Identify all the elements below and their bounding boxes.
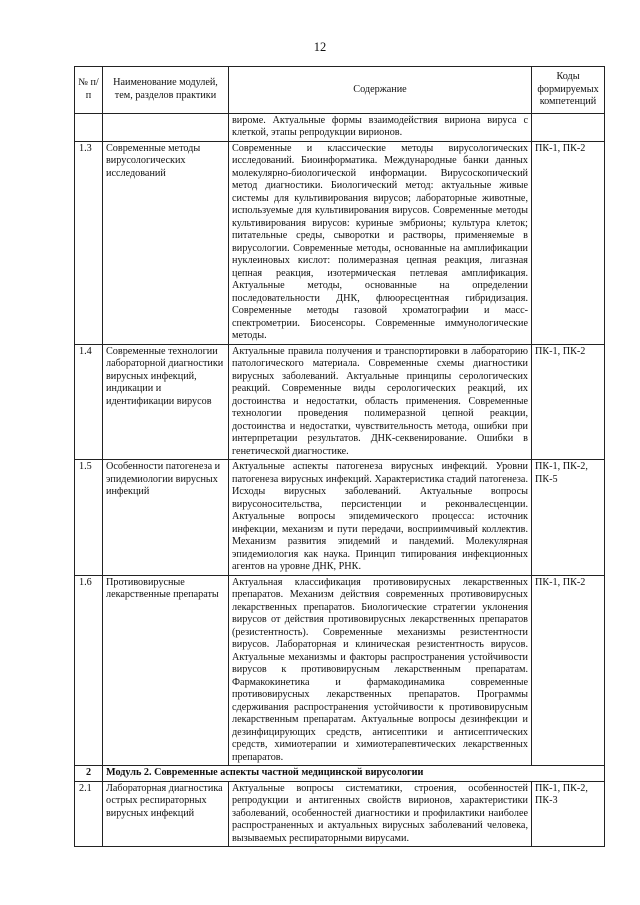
table-row <box>75 113 605 141</box>
table-row <box>75 460 605 576</box>
row-num: 1.3 <box>75 141 103 344</box>
row-num: 1.4 <box>75 344 103 460</box>
row-name: Современные методы вирусологических исследований <box>103 141 229 344</box>
row-num: 2.1 <box>75 781 103 847</box>
table-header-row <box>75 67 605 114</box>
row-name <box>103 113 229 141</box>
row-codes: ПК-1, ПК-2 <box>532 344 605 460</box>
row-name: Противовирусные лекарственные препараты <box>103 575 229 766</box>
row-content: Актуальные правила получения и транспортировки в лабораторию патологического материала. Современные схемы диагностики вирусных заболеваний. Актуальные принципы серологических реакций. Современные виды серологических реакций, их достоинства и недостатки, область применения. Современные технологии проведения полимеразной цепной реакции, достоинства и недостатки, чувствительность метода, ошибки при интерпретации результатов. ДНК-секвенирование. Ошибки в генетической диагностике. <box>229 344 532 460</box>
header-content: Содержание <box>229 67 532 114</box>
table-row <box>75 575 605 766</box>
row-num: 1.5 <box>75 460 103 576</box>
row-num: 1.6 <box>75 575 103 766</box>
row-content: Современные и классические методы вирусологических исследований. Биоинформатика. Международные банки данных молекулярно-биологической информации. Вирусоскопический метод диагностики. Биологический метод: актуальные живые системы для культивирования вирусов; лабораторные животные, используемые для культивирования вирусов. Современные методы культивирования вирусов: куриные эмбрионы; культура клеток; питательные среды, сыворотки и растворы, применяемые в вирусологии. Современные методы, основанные на амплификации нуклеиновых кислот: полимеразная цепная реакция, лигазная цепная реакция, изотермическая петлевая амплификация. Актуальные методы, основанные на определении последовательности ДНК, флюоресцентная гибридизация. Современные методы газовой хроматографии и масс-спектрометрии. Биосенсоры. Современные иммунологические методы. <box>229 141 532 344</box>
header-name: Наименование модулей, тем, разделов практики <box>103 67 229 114</box>
row-codes: ПК-1, ПК-2, ПК-5 <box>532 460 605 576</box>
table-row <box>75 344 605 460</box>
table-row <box>75 141 605 344</box>
row-content: Актуальная классификация противовирусных лекарственных препаратов. Механизм действия современных противовирусных лекарственных препаратов. Биологические стратегии уклонения вирусов от действия противовирусных лекарственных препаратов (резистентность). Современные механизмы резистентности вирусов. Лабораторная и клиническая резистентность вирусов. Актуальные механизмы и факторы распространения устойчивости вирусов к противовирусным лекарственным препаратам. Фармакокинетика и фармакодинамика современные противовирусных лекарственных препаратов. Программы сдерживания распространения устойчивости к противовирусным лекарственным препаратам. Актуальные вопросы дезинфекции и дезинфицирующих средств, антисептики и антисептических средств, химиотерапии и химиотерапевтических лекарственных препаратов. <box>229 575 532 766</box>
header-num: № п/п <box>75 67 103 114</box>
header-codes: Коды формируемых компетенций <box>532 67 605 114</box>
row-content: вироме. Актуальные формы взаимодействия вириона вируса с клеткой, этапы репродукции вирионов. <box>229 113 532 141</box>
row-name: Современные технологии лабораторной диагностики вирусных инфекций, индикации и идентификации вирусов <box>103 344 229 460</box>
table-row <box>75 781 605 847</box>
row-name: Лабораторная диагностика острых респираторных вирусных инфекций <box>103 781 229 847</box>
row-content: Актуальные аспекты патогенеза вирусных инфекций. Уровни патогенеза вирусных инфекций. Характеристика стадий патогенеза. Исходы вирусных заболеваний. Актуальные вопросы вирусоносительства, персистенции и реконвалесценции. Актуальные вопросы эпидемического процесса: источник инфекции, механизм и пути передачи, восприимчивый коллектив. Механизм развития эпидемий и пандемий. Молекулярная эпидемиология как наука. Принцип типирования инфекционных агентов на уровне ДНК, РНК. <box>229 460 532 576</box>
row-num <box>75 113 103 141</box>
curriculum-table <box>74 66 605 847</box>
row-codes: ПК-1, ПК-2 <box>532 575 605 766</box>
module-row <box>75 766 605 782</box>
module-title: Модуль 2. Современные аспекты частной медицинской вирусологии <box>103 766 605 782</box>
row-codes <box>532 113 605 141</box>
row-codes: ПК-1, ПК-2, ПК-3 <box>532 781 605 847</box>
row-name: Особенности патогенеза и эпидемиологии вирусных инфекций <box>103 460 229 576</box>
row-content: Актуальные вопросы систематики, строения, особенностей репродукции и антигенных свойств вирионов, характеристики заболеваний, особенностей диагностики и профилактики наиболее распространенных и актуальных вирусных заболеваний человека, вызываемых респираторными вирусами. <box>229 781 532 847</box>
page-number: 12 <box>313 40 327 54</box>
row-codes: ПК-1, ПК-2 <box>532 141 605 344</box>
module-num: 2 <box>75 766 103 782</box>
